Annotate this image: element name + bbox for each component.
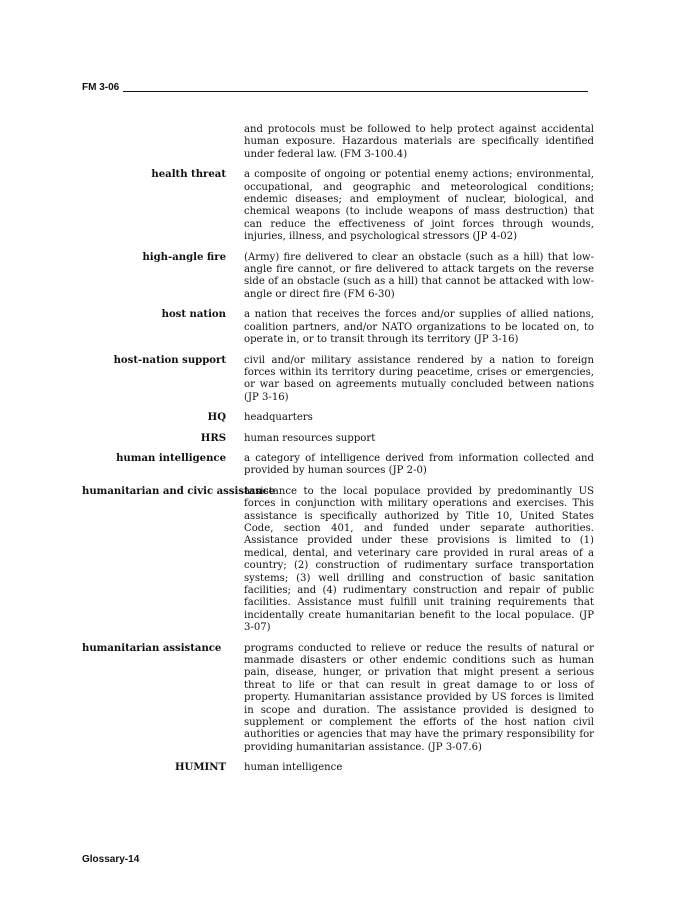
glossary-entry [82, 643, 594, 755]
glossary-entry [82, 412, 594, 424]
glossary-list [82, 124, 594, 783]
glossary-definition: human intelligence [244, 762, 343, 774]
glossary-entry [82, 124, 594, 161]
glossary-definition: and protocols must be followed to help protect against accidental human exposure. Hazardous materials are specifically identified under federal law. (FM 3-100.4) [244, 124, 594, 160]
glossary-term: human intelligence [116, 452, 226, 464]
glossary-definition: a composite of ongoing or potential enemy actions; environmental, occupational, and geographic and meteorological conditions; endemic diseases; and employment of nuclear, biological, and chemical weapons (to include weapons of mass destruction) that can reduce the effectiveness of joint forces through wounds, injuries, illness, and psychological stressors (JP 4-02) [244, 169, 594, 243]
glossary-term: health threat [151, 169, 226, 181]
glossary-entry [82, 169, 594, 243]
glossary-definition: headquarters [244, 412, 313, 424]
glossary-definition: a nation that receives the forces and/or supplies of allied nations, coalition partners, and/or NATO organizations to be located on, to operate in, or to transit through its territory (JP 3-16) [244, 309, 594, 346]
glossary-term: HRS [200, 432, 226, 444]
page-header [82, 80, 588, 94]
glossary-entry [82, 309, 594, 346]
glossary-entry [82, 252, 594, 302]
header-rule [123, 91, 588, 92]
glossary-term: HQ [207, 412, 226, 424]
glossary-term [82, 124, 244, 161]
glossary-entry [82, 433, 594, 445]
glossary-term: humanitarian assistance [82, 642, 222, 654]
glossary-term: host nation [161, 309, 226, 321]
glossary-entry [82, 355, 594, 405]
glossary-entry [82, 453, 594, 478]
page-number: Glossary-14 [82, 854, 140, 865]
glossary-definition: a category of intelligence derived from information collected and provided by human sources (JP 2-0) [244, 452, 594, 477]
glossary-term: host-nation support [113, 354, 226, 366]
glossary-definition: programs conducted to relieve or reduce the results of natural or manmade disasters or other endemic conditions such as human pain, disease, hunger, or privation that might present a serious threat to life or that can result in great damage to or loss of property. Humanitarian assistance provided by US forces is limited in scope and duration. The assistance provided is designed to supplement or complement the efforts of the host nation civil authorities or agencies that may have the primary responsibility for providing humanitarian assistance. (JP 3-07.6) [244, 642, 594, 753]
glossary-entry [82, 762, 594, 774]
manual-number: FM 3-06 [82, 82, 120, 93]
glossary-definition: assistance to the local populace provided by predominantly US forces in conjunction with military operations and exercises. This assistance is specifically authorized by Title 10, United States Code, section 401, and funded under separate authorities. Assistance provided under these provisions is limited to (1) medical, dental, and veterinary care provided in rural areas of a country; (2) construction of rudimentary surface transportation systems; (3) well drilling and construction of basic sanitation facilities; and (4) rudimentary construction and repair of public facilities. Assistance must fulfill unit training requirements that incidentally create humanitarian benefit to the local populace. (JP 3-07) [244, 485, 594, 634]
glossary-term: high-angle fire [142, 251, 226, 263]
glossary-term: HUMINT [175, 762, 226, 774]
glossary-definition: civil and/or military assistance rendered by a nation to foreign forces within its territory during peacetime, crises or emergencies, or war based on agreements mutually concluded between nations (JP 3-16) [244, 354, 594, 403]
glossary-term: humanitarian and civic assistance [82, 485, 276, 497]
glossary-entry [82, 486, 594, 635]
glossary-definition: human resources support [244, 432, 376, 444]
glossary-definition: (Army) fire delivered to clear an obstacle (such as a hill) that low-angle fire cannot, or fire delivered to attack targets on the reverse side of an obstacle (such as a hill) that cannot be attacked with low-angle or direct fire (FM 6-30) [244, 251, 594, 300]
